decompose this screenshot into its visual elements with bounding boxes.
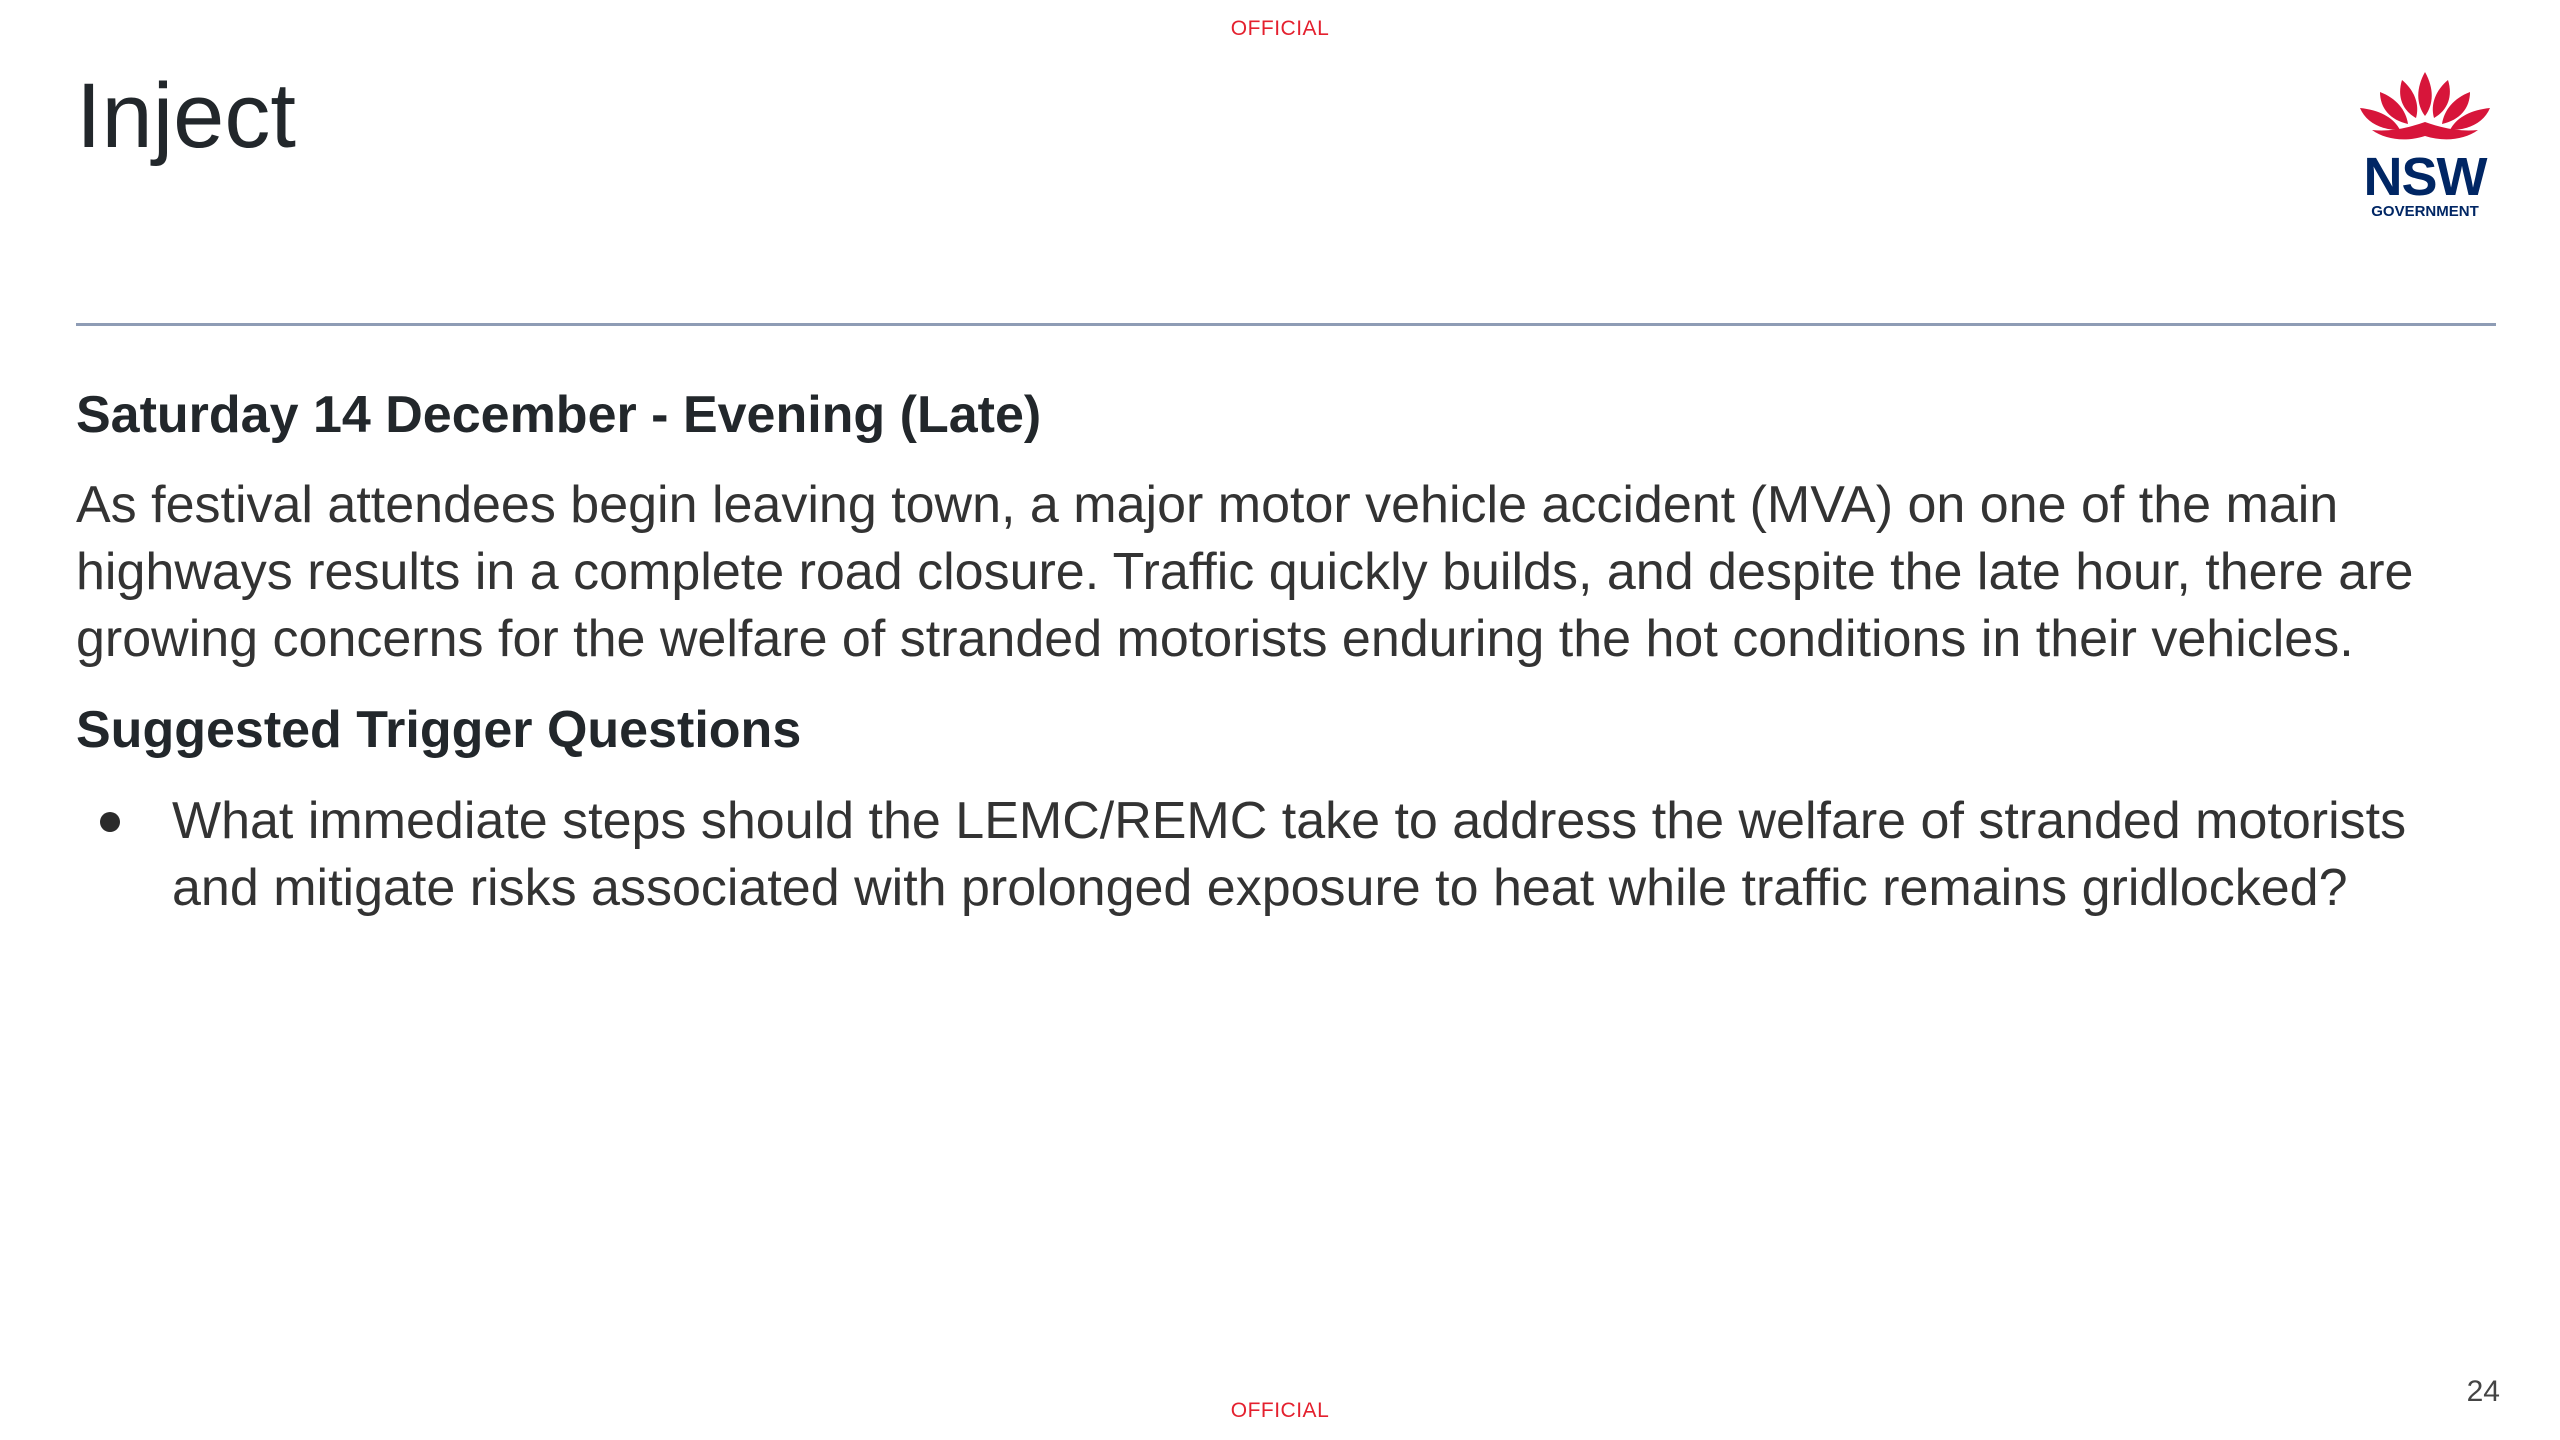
page-number: 24 [2466,1375,2500,1408]
scenario-paragraph: As festival attendees begin leaving town, a major motor vehicle accident (MVA) on one of the main highways results in a complete road closure. Traffic quickly builds, and despite the late hour, there are growing concerns for the welfare of stranded motorists enduring the hot conditions in their vehicles. [76,476,2414,669]
slide-content [76,384,2506,922]
title-divider [76,323,2496,326]
logo-nsw-text: NSW [2363,147,2487,207]
list-item [76,788,2506,922]
waratah-icon [2350,70,2500,150]
classification-label-bottom: OFFICIAL [1230,1399,1330,1422]
questions-heading: Suggested Trigger Questions [76,701,802,760]
classification-label-top: OFFICIAL [1230,17,1330,40]
bullet-icon [100,812,120,832]
date-heading: Saturday 14 December - Evening (Late) [76,386,1042,444]
question-text: What immediate steps should the LEMC/REMC take to address the welfare of stranded motorists and mitigate risks associated with prolonged exposure to heat while traffic remains gridlocked? [172,791,2407,917]
logo-government-text: GOVERNMENT [2371,203,2479,220]
nsw-government-logo [2350,70,2500,230]
questions-list [76,788,2506,922]
slide-title: Inject [76,65,296,167]
